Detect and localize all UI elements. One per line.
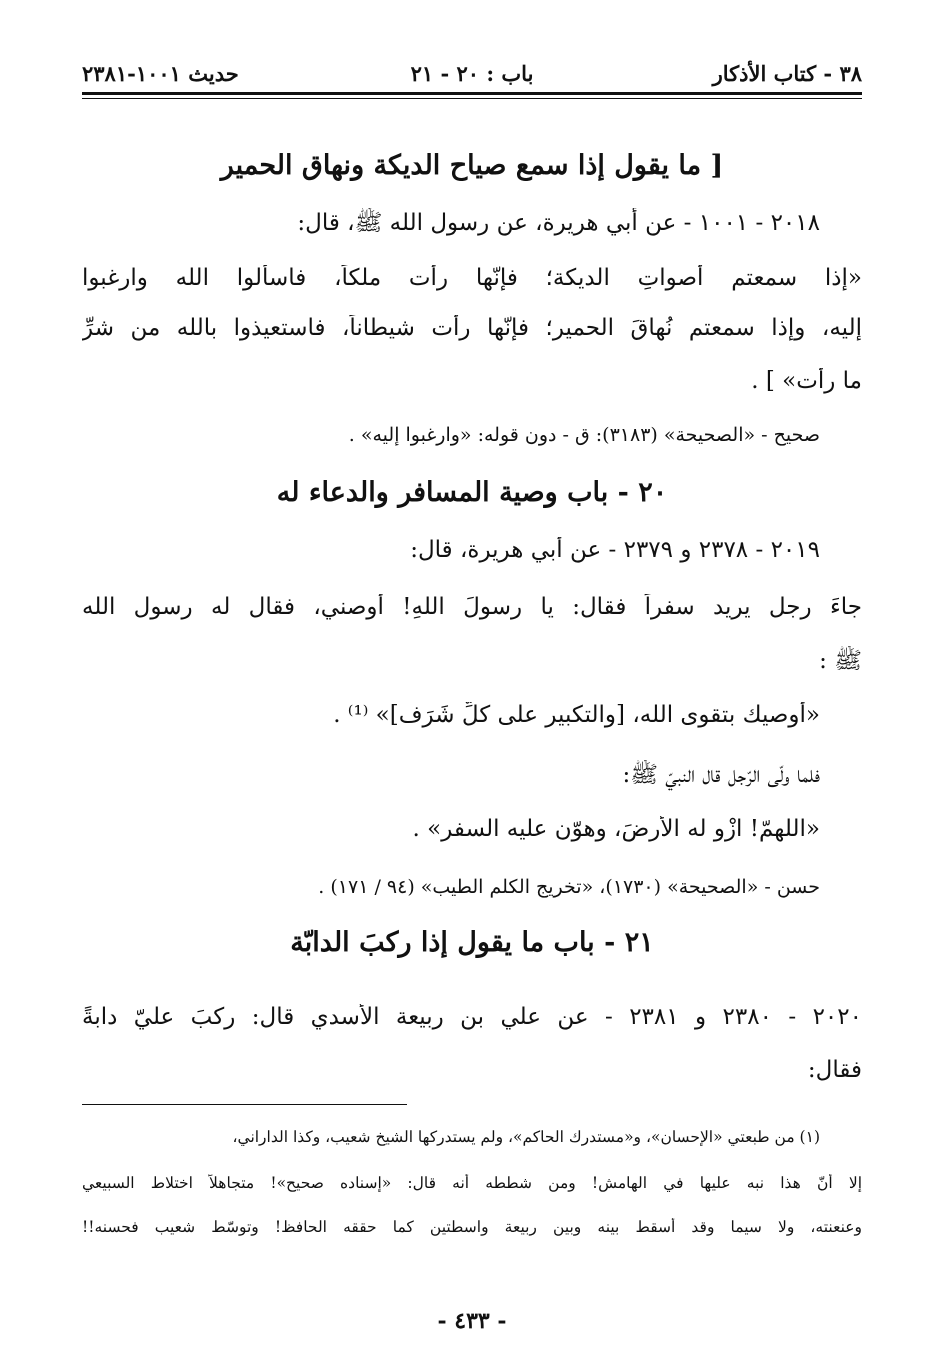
hadith-2020-text-1: فقال: <box>807 1057 862 1083</box>
hadith-2018-grading: صحيح - «الصحيحة» (٣١٨٣): ق - دون قوله: «وارغبوا إليه» . <box>348 424 820 446</box>
hadith-2019-text-5: «اللهمّ! ازْوِ له الأرضَ، وهوّن عليه السفر» . <box>412 816 820 842</box>
running-header <box>82 56 862 90</box>
hadith-2019-text-3: «أُوصيك بتقوى الله، [والتكبير على كلِّ شَرَف]» ⁽¹⁾ . <box>333 702 820 728</box>
footnote-1-line-2: إلا أنّ هذا نبه عليها في الهامش! ومن شططه أنه قال: «إسناده صحيح»! متجاهلاً اختلاط السبيعي <box>82 1174 862 1192</box>
hadith-2018-text-2: إليه، وإذا سمعتم نُهاقَ الحمير؛ فإنّها رأت شيطاناً، فاستعيذوا بالله من شرِّ <box>82 315 862 341</box>
hadith-2018-text-1: «إذا سمعتم أصواتِ الديكة؛ فإنّها رأت ملكاً، فاسألوا الله وارغبوا <box>82 265 862 291</box>
hadith-2019-text-4: فلما ولّى الرّجل قال النبيّ ﷺ: <box>622 762 820 788</box>
hadith-2019-text-1: جاءَ رجل يريد سفراً فقال: يا رسولَ اللهِ! أوصني، فقال له رسول الله <box>82 594 862 620</box>
hadith-range: حديث ١٠٠١-٢٣٨١ <box>82 60 239 86</box>
book-title: ٣٨ - كتاب الأذكار <box>712 60 862 86</box>
hadith-2019-intro: ٢٠١٩ - ٢٣٧٨ و ٢٣٧٩ - عن أبي هريرة، قال: <box>410 537 820 563</box>
header-rule <box>82 92 862 95</box>
page-number: - ٤٣٣ - <box>437 1308 507 1334</box>
book-page <box>82 0 862 1369</box>
hadith-2018-intro: ٢٠١٨ - ١٠٠١ - عن أبي هريرة، عن رسول الله ﷺ، قال: <box>297 210 820 236</box>
chapter-20-heading: ٢٠ - باب وصية المسافر والدعاء له <box>276 477 668 508</box>
footnote-1-line-1: (١) من طبعتي «الإحسان»، و«مستدرك الحاكم»، ولم يستدركها الشيخ شعيب، وكذا الداراني، <box>232 1128 820 1146</box>
chapter-21-heading: ٢١ - باب ما يقول إذا ركبَ الدابّة <box>290 927 654 958</box>
hadith-2019-grading: حسن - «الصحيحة» (١٧٣٠)، «تخريج الكلم الطيب» (٩٤ / ١٧١) . <box>318 876 820 898</box>
hadith-2020-intro: ٢٠٢٠ - ٢٣٨٠ و ٢٣٨١ - عن علي بن ربيعة الأسدي قال: ركبَ عليّ دابةً <box>82 1004 862 1030</box>
footnote-1-line-3: وعنعنته، ولا سيما وقد أسقط بينه وبين ربيعة واسطتين كما حققه الحافظ! وتوسّط شعيب فحسنه!! <box>82 1218 862 1236</box>
chapter-range: باب : ٢٠ - ٢١ <box>410 60 534 86</box>
section-heading: [ ما يقول إذا سمع صياح الديكة ونهاق الحمير <box>220 150 724 181</box>
hadith-2019-text-2: ﷺ : <box>819 648 862 674</box>
hadith-2018-text-3: ما رأت» ] . <box>751 368 862 394</box>
footnote-rule <box>82 1104 407 1105</box>
